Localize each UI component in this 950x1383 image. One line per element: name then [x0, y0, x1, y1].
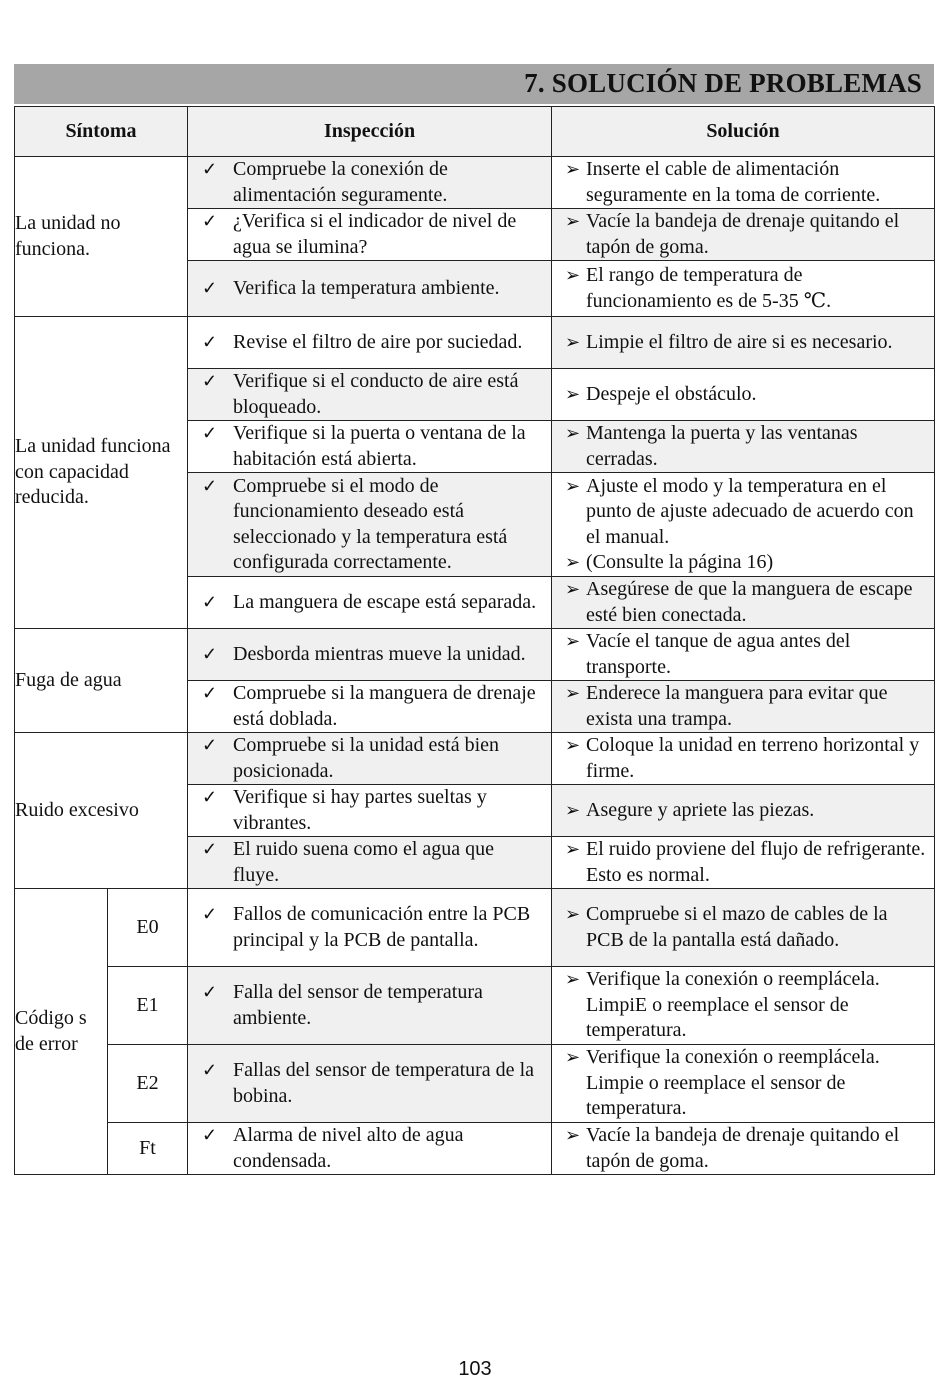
inspection-cell: ✓ Compruebe la conexión de alimentación seguramente. [188, 157, 552, 209]
inspection-cell: ✓ Fallos de comunicación entre la PCB principal y la PCB de pantalla. [188, 889, 552, 967]
arrow-bullet-icon: ➢ [565, 1125, 581, 1145]
inspection-cell: ✓ El ruido suena como el agua que fluye. [188, 837, 552, 889]
check-icon: ✓ [202, 423, 218, 443]
check-icon: ✓ [202, 982, 218, 1002]
symptom-cell: Fuga de agua [15, 629, 188, 733]
inspection-cell: ✓ Verifica la temperatura ambiente. [188, 261, 552, 317]
check-icon: ✓ [202, 331, 218, 352]
arrow-bullet-icon: ➢ [565, 211, 581, 231]
arrow-bullet-icon: ➢ [565, 683, 581, 703]
table-row [15, 967, 935, 1045]
solution-cell: ➢ Enderece la manguera para evitar que exista una trampa. [552, 681, 935, 733]
inspection-cell: ✓ Compruebe si la unidad está bien posicionada. [188, 733, 552, 785]
arrow-bullet-icon: ➢ [565, 475, 581, 496]
inspection-cell: ✓ Compruebe si la manguera de drenaje está doblada. [188, 681, 552, 733]
check-icon: ✓ [202, 159, 218, 179]
symptom-cell: Código s de error [15, 889, 108, 1175]
inspection-cell: ✓ ¿Verifica si el indicador de nivel de agua se ilumina? [188, 209, 552, 261]
arrow-bullet-icon: ➢ [565, 969, 581, 990]
page-number: 103 [458, 1358, 492, 1380]
arrow-bullet-icon: ➢ [565, 265, 581, 285]
solution-cell: ➢ Inserte el cable de alimentación seguramente en la toma de corriente. [552, 157, 935, 209]
solution-cell: ➢ Limpie el filtro de aire si es necesario. [552, 317, 935, 369]
arrow-bullet-icon: ➢ [565, 735, 581, 755]
arrow-bullet-icon: ➢ [565, 579, 581, 599]
solution-cell: ➢ Mantenga la puerta y las ventanas cerradas. [552, 421, 935, 473]
error-code-cell: E0 [108, 889, 188, 967]
solution-cell: ➢ Asegure y apriete las piezas. [552, 785, 935, 837]
inspection-cell: ✓ Verifique si la puerta o ventana de la habitación está abierta. [188, 421, 552, 473]
inspection-cell: ✓ Desborda mientras mueve la unidad. [188, 629, 552, 681]
check-icon: ✓ [202, 277, 218, 298]
solution-cell: ➢ Verifique la conexión o reemplácela. Limpie o reemplace el sensor de temperatura. [552, 1045, 935, 1123]
symptom-cell: Ruido excesivo [15, 733, 188, 889]
check-icon: ✓ [202, 735, 218, 755]
check-icon: ✓ [202, 787, 218, 807]
symptom-cell: La unidad funciona con capacidad reducida. [15, 317, 188, 629]
inspection-cell: ✓ Compruebe si el modo de funcionamiento deseado está seleccionado y la temperatura está configurada correctamente. [188, 473, 552, 577]
solution-cell: ➢ Verifique la conexión o reemplácela. LimpiE o reemplace el sensor de temperatura. [552, 967, 935, 1045]
arrow-bullet-icon: ➢ [565, 1047, 581, 1068]
header-inspection: Inspección [188, 107, 552, 157]
solution-cell: ➢ Vacíe el tanque de agua antes del transporte. [552, 629, 935, 681]
inspection-cell: ✓ Revise el filtro de aire por suciedad. [188, 317, 552, 369]
inspection-cell: ✓ La manguera de escape está separada. [188, 577, 552, 629]
header-solution: Solución [552, 107, 935, 157]
table-row [15, 157, 935, 209]
solution-cell: ➢ Asegúrese de que la manguera de escape esté bien conectada. [552, 577, 935, 629]
check-icon: ✓ [202, 1060, 218, 1080]
check-icon: ✓ [202, 591, 218, 612]
error-code-cell: Ft [108, 1123, 188, 1175]
inspection-cell: ✓ Fallas del sensor de temperatura de la bobina. [188, 1045, 552, 1123]
check-icon: ✓ [202, 839, 218, 859]
inspection-cell: ✓ Alarma de nivel alto de agua condensada. [188, 1123, 552, 1175]
check-icon: ✓ [202, 371, 218, 391]
check-icon: ✓ [202, 475, 218, 496]
symptom-cell: La unidad no funciona. [15, 157, 188, 317]
solution-cell: ➢ Coloque la unidad en terreno horizontal y firme. [552, 733, 935, 785]
check-icon: ✓ [202, 904, 218, 924]
table-row [15, 889, 935, 967]
arrow-bullet-icon: ➢ [565, 331, 581, 352]
table-row [15, 733, 935, 785]
solution-cell: ➢ Compruebe si el mazo de cables de la PCB de la pantalla está dañado. [552, 889, 935, 967]
solution-cell: ➢ El rango de temperatura de funcionamiento es de 5-35 ℃. [552, 261, 935, 317]
header-symptom: Síntoma [15, 107, 188, 157]
table-header-row [15, 107, 935, 157]
inspection-cell: ✓ Falla del sensor de temperatura ambiente. [188, 967, 552, 1045]
solution-cell: ➢ Vacíe la bandeja de drenaje quitando el tapón de goma. [552, 209, 935, 261]
error-code-cell: E2 [108, 1045, 188, 1123]
section-title: 7. SOLUCIÓN DE PROBLEMAS [524, 68, 922, 98]
arrow-bullet-icon: ➢ [565, 631, 581, 651]
arrow-bullet-icon: ➢ [565, 904, 581, 924]
check-icon: ✓ [202, 643, 218, 664]
table-row [15, 1123, 935, 1175]
table-row [15, 1045, 935, 1123]
arrow-bullet-icon: ➢ [565, 799, 581, 820]
arrow-bullet-icon: ➢ [565, 159, 581, 179]
check-icon: ✓ [202, 211, 218, 231]
table-row [15, 317, 935, 369]
check-icon: ✓ [202, 1125, 218, 1145]
error-code-cell: E1 [108, 967, 188, 1045]
inspection-cell: ✓ Verifique si el conducto de aire está bloqueado. [188, 369, 552, 421]
arrow-bullet-icon: ➢ [565, 839, 581, 859]
solution-cell: ➢ El ruido proviene del flujo de refrigerante. Esto es normal. [552, 837, 935, 889]
solution-cell: ➢ Despeje el obstáculo. [552, 369, 935, 421]
section-title-bar [14, 64, 934, 104]
arrow-bullet-icon: ➢ [565, 383, 581, 404]
arrow-bullet-icon: ➢ [565, 423, 581, 443]
inspection-cell: ✓ Verifique si hay partes sueltas y vibrantes. [188, 785, 552, 837]
solution-cell: ➢ Ajuste el modo y la temperatura en el punto de ajuste adecuado de acuerdo con el manual. ➢ (Consulte la página 16) [552, 473, 935, 577]
solution-cell: ➢ Vacíe la bandeja de drenaje quitando el tapón de goma. [552, 1123, 935, 1175]
check-icon: ✓ [202, 683, 218, 703]
troubleshooting-table [14, 106, 935, 1175]
arrow-bullet-icon: ➢ [565, 552, 581, 572]
table-row [15, 629, 935, 681]
